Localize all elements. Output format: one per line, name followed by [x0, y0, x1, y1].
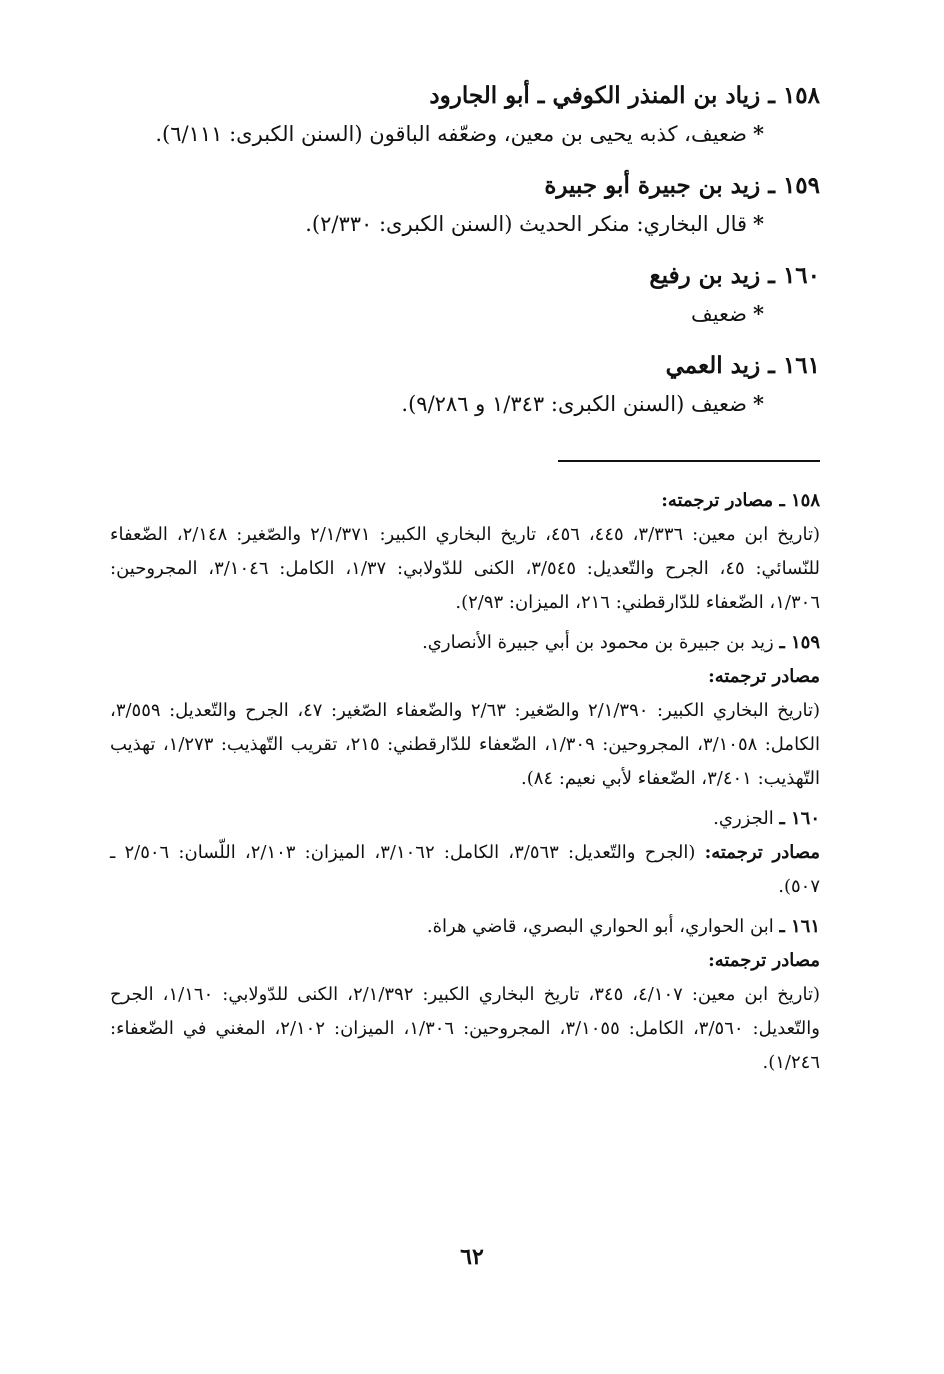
footnote-divider	[558, 460, 820, 462]
star-bullet: *	[753, 211, 764, 236]
star-bullet: *	[753, 121, 764, 146]
footnote-sources: (تاريخ ابن معين: ٣/٣٣٦، ٤٤٥، ٤٥٦، تاريخ البخاري الكبير: ٢/١/٣٧١ والصّغير: ٢/١٤٨، الضّعفاء للنّسائي: ٤٥، الجرح والتّعديل: ٣/٥٤٥، الكنى للدّولابي: ١/٣٧، الكامل: ٣/١٠٤٦، المجروحين: ١/٣٠٦، الضّعفاء للدّارقطني: ٢١٦، الميزان: ٢/٩٣).	[110, 524, 821, 613]
star-bullet: *	[753, 301, 764, 326]
footnote-sources-line	[110, 836, 820, 904]
footnote-158	[110, 484, 820, 620]
entry-158	[110, 78, 820, 154]
footnote-subject: ابن الحواري، أبو الحواري البصري، قاضي هراة.	[426, 916, 774, 937]
footnote-subject: الجزري.	[713, 808, 774, 829]
entry-title: ١٦١ ـ زيد العمي	[665, 352, 820, 379]
footnote-number: ١٦١ ـ	[779, 916, 820, 937]
entry-159	[110, 168, 820, 244]
footnote-heading	[110, 802, 820, 836]
footnote-sources: (تاريخ البخاري الكبير: ٢/١/٣٩٠ والصّغير: ٢/٦٣ والضّعفاء الصّغير: ٤٧، الجرح والتّعديل: ٣/٥٥٩، الكامل: ٣/١٠٥٨، المجروحين: ١/٣٠٩، الضّعفاء للدّارقطني: ٢١٥، تقريب التّهذيب: ١/٢٧٣، تهذيب التّهذيب: ٣/٤٠١، الضّعفاء لأبي نعيم: ٨٤).	[110, 700, 821, 789]
footnote-number: ١٥٨ ـ	[779, 490, 820, 511]
footnote-heading	[110, 626, 820, 660]
entry-body	[110, 384, 764, 424]
footnote-160	[110, 802, 820, 904]
footnote-head-label: مصادر ترجمته:	[704, 842, 820, 863]
footnote-head-label: مصادر ترجمته:	[708, 950, 820, 971]
footnote-subject: زيد بن جبيرة بن محمود بن أبي جبيرة الأنصاري.	[422, 632, 774, 653]
footnote-head-label: مصادر ترجمته:	[708, 666, 820, 687]
footnote-heading	[110, 910, 820, 944]
entry-body	[110, 114, 764, 154]
page-content	[110, 78, 820, 1086]
entry-body-text: ضعيف، كذبه يحيى بن معين، وضعّفه الباقون (السنن الكبرى: ٦/١١١).	[155, 122, 748, 146]
footnote-161	[110, 910, 820, 1080]
entry-160	[110, 258, 820, 334]
footnote-heading	[110, 484, 820, 518]
footnote-sources: (تاريخ ابن معين: ٤/١٠٧، ٣٤٥، تاريخ البخاري الكبير: ٢/١/٣٩٢، الكنى للدّولابي: ١/١٦٠، الجرح والتّعديل: ٣/٥٦٠، الكامل: ٣/١٠٥٥، المجروحين: ١/٣٠٦، الميزان: ٢/١٠٢، المغني في الضّعفاء: ١/٢٤٦).	[110, 984, 821, 1073]
footnote-head-label: مصادر ترجمته:	[661, 490, 774, 511]
footnote-sources: (الجرح والتّعديل: ٣/٥٦٣، الكامل: ٣/١٠٦٢، الميزان: ٢/١٠٣، اللّسان: ٢/٥٠٦ ـ ٥٠٧).	[110, 842, 820, 897]
entry-body	[110, 204, 764, 244]
footnote-number: ١٥٩ ـ	[779, 632, 820, 653]
entry-title: ١٦٠ ـ زيد بن رفيع	[649, 262, 820, 289]
entry-body-text: ضعيف	[690, 302, 748, 326]
footnote-159	[110, 626, 820, 796]
footnote-number: ١٦٠ ـ	[779, 808, 820, 829]
entry-title: ١٥٨ ـ زياد بن المنذر الكوفي ـ أبو الجارود	[429, 82, 820, 109]
star-bullet: *	[753, 391, 764, 416]
entry-body-text: ضعيف (السنن الكبرى: ١/٣٤٣ و ٩/٢٨٦).	[401, 392, 748, 416]
entry-body	[110, 294, 764, 334]
page-number: ٦٢	[460, 1244, 484, 1270]
entry-body-text: قال البخاري: منكر الحديث (السنن الكبرى: ٢/٣٣٠).	[305, 212, 748, 236]
entry-title: ١٥٩ ـ زيد بن جبيرة أبو جبيرة	[544, 172, 820, 199]
entry-161	[110, 348, 820, 424]
